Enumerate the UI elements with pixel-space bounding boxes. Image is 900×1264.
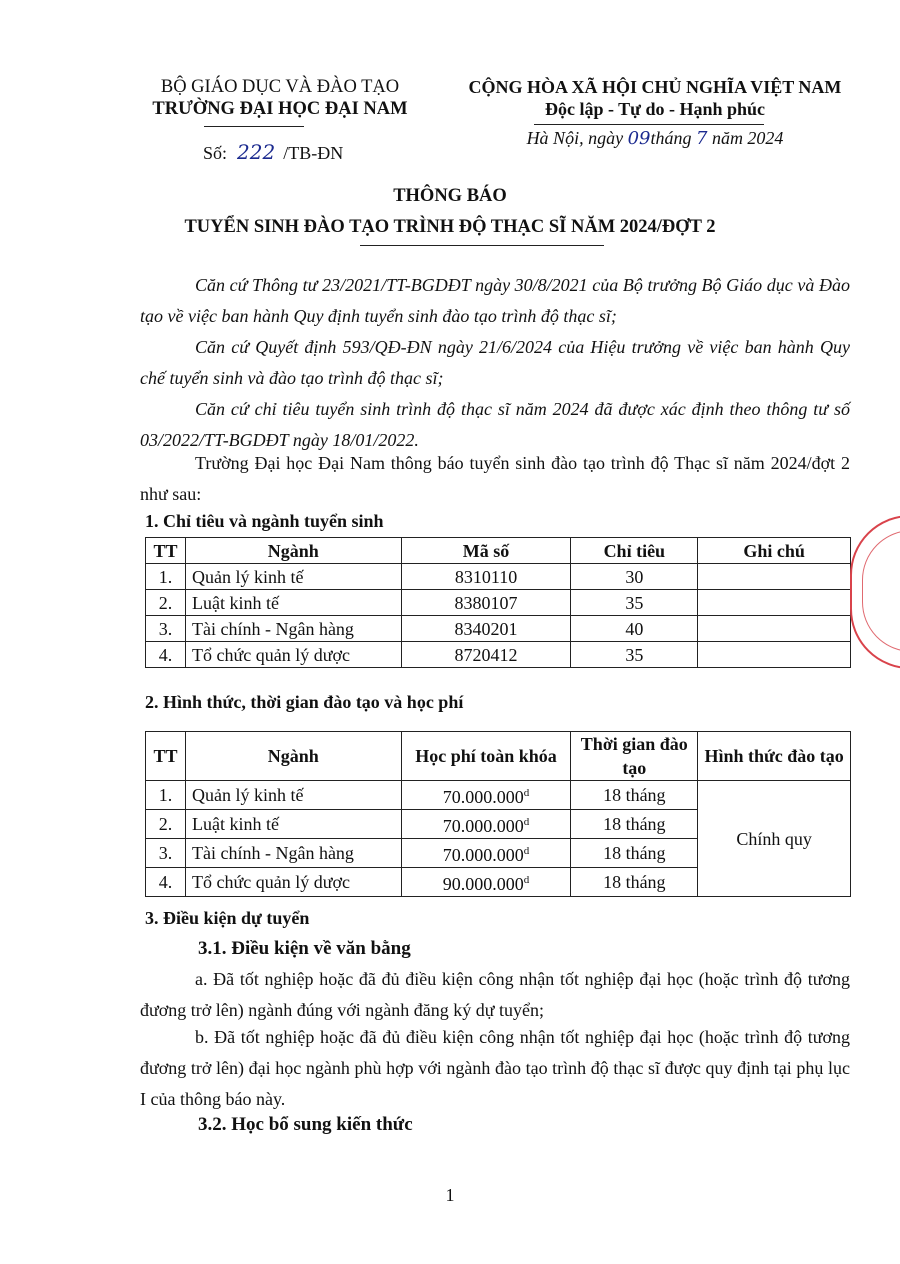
section-3-heading: 3. Điều kiện dự tuyển [145,908,310,928]
document-number: Số: 222 /TB-ĐN [203,140,344,164]
table-row: 1. Quản lý kinh tế 8310110 30 [146,564,851,590]
section-3-1-heading: 3.1. Điều kiện về văn bằng [198,938,411,959]
motto-underline [534,124,764,125]
table-row: 3. Tài chính - Ngân hàng 70.000.000$^d$ 18 tháng [146,839,851,868]
table-row: 2. Luật kinh tế 70.000.000$^d$ 18 tháng [146,810,851,839]
tuition-table [145,731,851,897]
issuer-block [140,76,420,120]
page-number: 1 [445,1185,455,1205]
condition-b: b. Đã tốt nghiệp hoặc đã đủ điều kiện công nhận tốt nghiệp đại học (hoặc trình độ tương đương trở lên) đại học ngành phù hợp với ngành đào tạo trình độ thạc sĩ được quy định tại phụ lục I của thông báo này. [140,1027,850,1109]
issuer-underline [204,126,304,127]
handwritten-number: 222 [237,140,276,164]
intro-paragraph: Trường Đại học Đại Nam thông báo tuyển sinh đào tạo trình độ Thạc sĩ năm 2024/đợt 2 như sau: [140,453,850,504]
handwritten-month: 7 [695,128,708,149]
table-header-row: TT Ngành Học phí toàn khóa Thời gian đào tạo Hình thức đào tạo [146,732,851,781]
national-motto: Độc lập - Tự do - Hạnh phúc [544,99,766,119]
legal-bases [140,270,850,456]
table-row: 2. Luật kinh tế 8380107 35 [146,590,851,616]
university-name: TRƯỜNG ĐẠI HỌC ĐẠI NAM [152,99,408,119]
quota-table [145,537,851,668]
basis-2: Căn cứ Quyết định 593/QĐ-ĐN ngày 21/6/2024 của Hiệu trưởng về việc ban hành Quy chế tuyển sinh và đào tạo trình độ thạc sĩ; [140,337,850,388]
basis-3: Căn cứ chỉ tiêu tuyển sinh trình độ thạc sĩ năm 2024 đã được xác định theo thông tư số 03/2022/TT-BGDĐT ngày 18/01/2022. [140,399,850,450]
document-title: THÔNG BÁO [393,186,507,206]
republic-name: CỘNG HÒA XÃ HỘI CHỦ NGHĨA VIỆT NAM [468,77,842,97]
document-subtitle: TUYỂN SINH ĐÀO TẠO TRÌNH ĐỘ THẠC SĨ NĂM 2024/ĐỢT 2 [184,217,716,237]
table-header-row: TT Ngành Mã số Chỉ tiêu Ghi chú [146,538,851,564]
basis-1: Căn cứ Thông tư 23/2021/TT-BGDĐT ngày 30/8/2021 của Bộ trưởng Bộ Giáo dục và Đào tạo về việc ban hành Quy định tuyển sinh đào tạo trình độ thạc sĩ; [140,275,850,326]
title-underline [360,245,604,246]
table-row: 1. Quản lý kinh tế 70.000.000$^d$ 18 tháng Chính quy [146,781,851,810]
condition-a: a. Đã tốt nghiệp hoặc đã đủ điều kiện công nhận tốt nghiệp đại học (hoặc trình độ tương đương trở lên) ngành đúng với ngành đăng ký dự tuyển; [140,969,850,1020]
section-2-heading: 2. Hình thức, thời gian đào tạo và học phí [145,692,464,712]
handwritten-day: 09 [627,128,651,149]
section-3-2-heading: 3.2. Học bổ sung kiến thức [198,1114,413,1135]
ministry-name: BỘ GIÁO DỤC VÀ ĐÀO TẠO [160,77,400,97]
section-1-heading: 1. Chỉ tiêu và ngành tuyển sinh [145,511,384,531]
table-row: 4. Tổ chức quản lý dược 90.000.000$^d$ 18 tháng [146,868,851,897]
national-header [455,76,855,120]
table-row: 4. Tổ chức quản lý dược 8720412 35 [146,642,851,668]
issue-date: Hà Nội, ngày 09tháng 7 năm 2024 [526,128,784,149]
table-row: 3. Tài chính - Ngân hàng 8340201 40 [146,616,851,642]
training-mode: Chính quy [698,781,851,897]
